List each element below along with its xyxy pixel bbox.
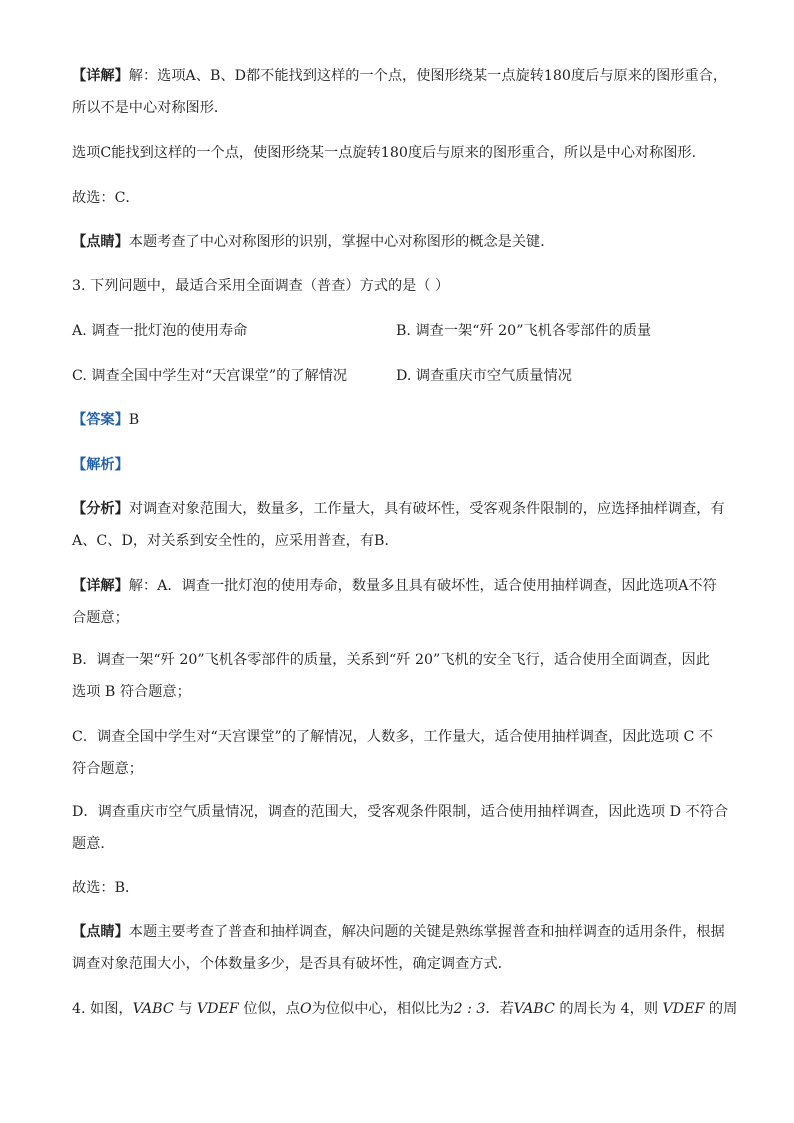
text-line: B．调查一架“歼 20”飞机各零部件的质量，关系到“歼 20”飞机的安全飞行，适合使用全面调查，因此 <box>72 652 710 668</box>
math-triangle-def: VDEF <box>196 1001 239 1017</box>
text-line: A、C、D，对关系到安全性的，应采用普查，有B． <box>72 533 399 549</box>
detail-paragraph-c <box>72 721 732 785</box>
math-triangle-def: VDEF <box>662 1001 705 1017</box>
detail-paragraph-b <box>72 644 732 708</box>
section-tag-xiangjie: 【详解】 <box>72 68 129 84</box>
text-line: 选项 B 符合题意； <box>72 684 191 700</box>
analysis-heading <box>72 449 732 481</box>
question-3-option-a: A. 调查一批灯泡的使用寿命 <box>72 323 248 339</box>
text-line: C．调查全国中学生对“天宫课堂”的了解情况，人数多，工作量大，适合使用抽样调查，因此选项 C 不 <box>72 729 714 745</box>
text-line: 解：A．调查一批灯泡的使用寿命，数量多且具有破坏性，适合使用抽样调查，因此选项A不符 <box>128 578 717 594</box>
remark-paragraph-2 <box>72 916 732 980</box>
text-line: 本题考查了中心对称图形的识别，掌握中心对称图形的概念是关键． <box>128 234 555 250</box>
math-ratio: 2 : 3 <box>453 1001 486 1017</box>
text-run: 位似，点 <box>238 1001 300 1017</box>
text-run: 4. 如图， <box>72 1001 133 1017</box>
answer-line <box>72 404 732 436</box>
section-tag-xiangjie-2: 【详解】 <box>72 578 129 594</box>
question-3-option-d: D. 调查重庆市空气质量情况 <box>396 368 572 384</box>
explanation-paragraph-1 <box>72 60 732 124</box>
section-tag-analysis: 【解析】 <box>72 457 129 473</box>
question-4-stem <box>72 993 738 1025</box>
question-3-option-c: C. 调查全国中学生对“天宫课堂”的了解情况 <box>72 368 348 384</box>
math-point-o: O <box>300 1001 312 1017</box>
math-triangle-abc: VABC <box>132 1001 174 1017</box>
question-3-option-b: B. 调查一架“歼 20”飞机各零部件的质量 <box>396 323 652 339</box>
text-line: D．调查重庆市空气质量情况，调查的范围大，受客观条件限制，适合使用抽样调查，因此选项 D 不符合 <box>72 804 729 820</box>
remark-paragraph-1 <box>72 226 732 258</box>
section-tag-dianjing-2: 【点睛】 <box>72 924 129 940</box>
section-tag-fenxi: 【分析】 <box>72 501 129 517</box>
text-run: 为位似中心，相似比为 <box>311 1001 454 1017</box>
text-line: 调查对象范围大小，个体数量多少，是否具有破坏性，确定调查方式． <box>72 956 512 972</box>
detail-paragraph-a <box>72 570 732 634</box>
text-run: ．若 <box>485 1001 514 1017</box>
detail-paragraph-d <box>72 796 732 860</box>
text-run: 与 <box>173 1001 197 1017</box>
answer-value: B <box>128 412 140 428</box>
text-line: 本题主要考查了普查和抽样调查，解决问题的关键是熟练掌握普查和抽样调查的适用条件，根据 <box>128 924 725 940</box>
text-line: 所以不是中心对称图形． <box>72 100 229 116</box>
text-line: 符合题意； <box>72 761 143 777</box>
analysis-paragraph <box>72 493 732 557</box>
text-line: 对调查对象范围大，数量多，工作量大，具有破坏性，受客观条件限制的，应选择抽样调查，有 <box>128 501 725 517</box>
question-3-stem: 3. 下列问题中，最适合采用全面调查（普查）方式的是（ ） <box>72 278 450 294</box>
section-tag-answer: 【答案】 <box>72 412 129 428</box>
math-triangle-abc: VABC <box>513 1001 555 1017</box>
section-tag-dianjing: 【点睛】 <box>72 234 129 250</box>
text-run: 的周 <box>704 1001 738 1017</box>
text-line: 合题意； <box>72 610 129 626</box>
conclusion-c: 故选：C． <box>72 190 140 206</box>
text-line: 题意． <box>72 836 115 852</box>
conclusion-b: 故选：B． <box>72 880 140 896</box>
text-line: 解：选项A、B、D都不能找到这样的一个点，使图形绕某一点旋转180度后与原来的图形重合， <box>128 68 728 84</box>
explanation-paragraph-2: 选项C能找到这样的一个点，使图形绕某一点旋转180度后与原来的图形重合，所以是中心对称图形． <box>72 145 706 161</box>
text-run: 的周长为 4，则 <box>554 1001 663 1017</box>
